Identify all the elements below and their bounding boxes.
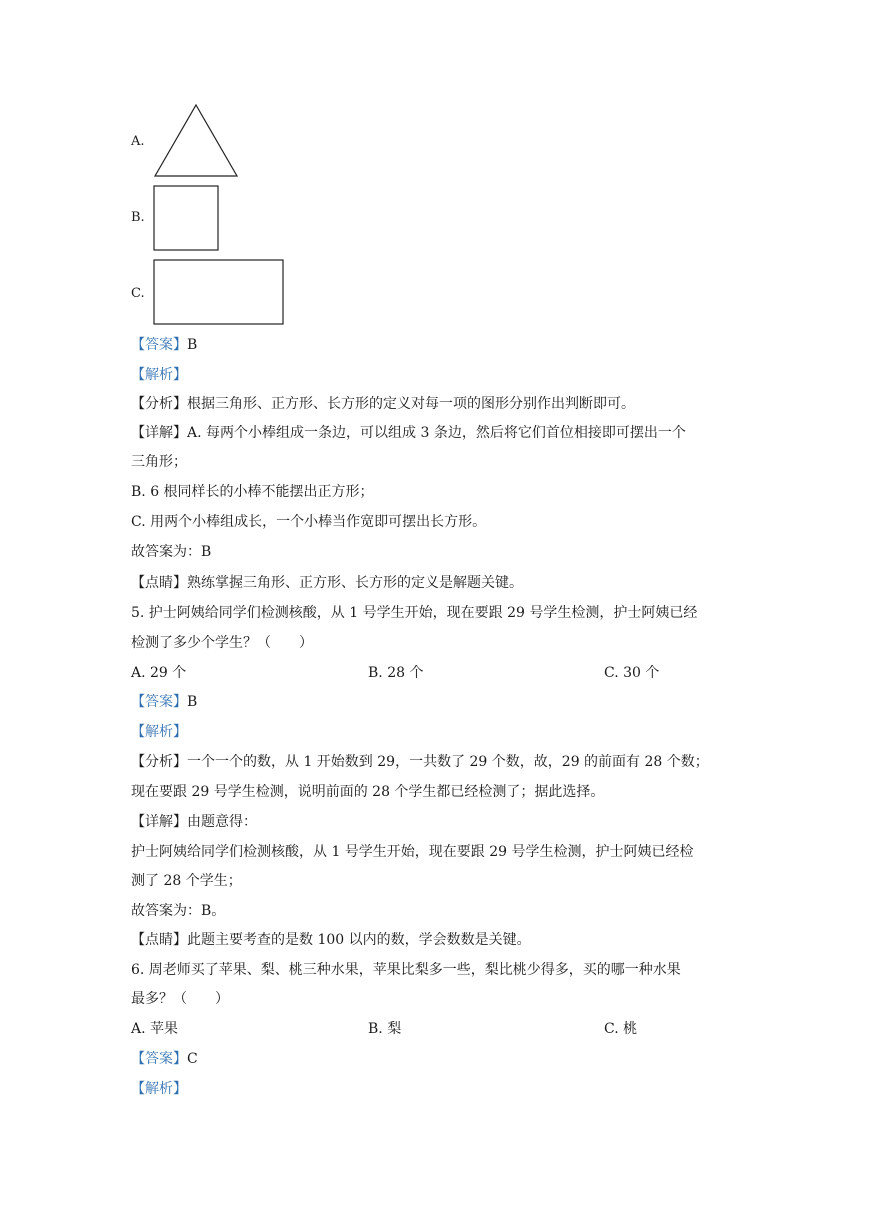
option-c-label: C. — [131, 286, 145, 301]
option-b-label: B. — [131, 210, 145, 225]
q5-answer — [131, 692, 197, 712]
answer-tag: 【答案】 — [131, 694, 187, 710]
q4-xiangjie-cont: 三角形； — [131, 454, 187, 470]
q5-conclusion: 故答案为：B。 — [131, 903, 226, 919]
dianjing-text: 熟练掌握三角形、正方形、长方形的定义是解题关键。 — [187, 575, 523, 591]
q4-xiangjie — [131, 423, 686, 443]
q5-stem-1: 5. 护士阿姨给同学们检测核酸，从 1 号学生开始，现在要跟 29 号学生检测，护士阿姨已经 — [131, 605, 698, 621]
answer-value: B — [187, 694, 198, 710]
q4-line-c: C. 用两个小棒组成长，一个小棒当作宽即可摆出长方形。 — [131, 514, 487, 530]
q6-stem-2: 最多？（ ） — [131, 991, 229, 1007]
q5-dianjing — [131, 930, 531, 950]
q6-option-a: A. 苹果 — [131, 1021, 179, 1037]
q6-answer — [131, 1049, 198, 1069]
rectangle-shape-icon — [153, 259, 285, 326]
fenxi-tag: 【分析】 — [131, 754, 187, 770]
q4-line-b: B. 6 根同样长的小棒不能摆出正方形； — [131, 484, 374, 500]
fenxi-text: 根据三角形、正方形、长方形的定义对每一项的图形分别作出判断即可。 — [187, 396, 635, 412]
dianjing-tag: 【点睛】 — [131, 932, 187, 948]
answer-tag: 【答案】 — [131, 1051, 187, 1067]
xiangjie-text: 由题意得： — [187, 814, 257, 830]
fenxi-text: 一个一个的数，从 1 开始数到 29，一共数了 29 个数，故，29 的前面有 28 个数； — [187, 754, 709, 770]
answer-tag: 【答案】 — [131, 337, 187, 353]
q5-xiangjie — [131, 812, 257, 832]
answer-value: C — [187, 1051, 198, 1067]
square-shape-icon — [153, 185, 220, 252]
xiangjie-text: A. 每两个小棒组成一条边，可以组成 3 条边，然后将它们首位相接即可摆出一个 — [187, 425, 686, 441]
q5-detail-2: 测了 28 个学生； — [131, 873, 242, 889]
q6-option-b: B. 梨 — [368, 1021, 402, 1037]
q6-option-c: C. 桃 — [604, 1021, 638, 1037]
q5-stem-2: 检测了多少个学生？（ ） — [131, 635, 313, 651]
dianjing-text: 此题主要考查的是数 100 以内的数，学会数数是关键。 — [187, 932, 531, 948]
xiangjie-tag: 【详解】 — [131, 425, 187, 441]
q4-jiexi-tag: 【解析】 — [131, 367, 187, 383]
q5-option-c: C. 30 个 — [604, 665, 660, 681]
dianjing-tag: 【点睛】 — [131, 575, 187, 591]
q5-option-a: A. 29 个 — [131, 665, 187, 681]
q6-jiexi-tag: 【解析】 — [131, 1081, 187, 1097]
fenxi-tag: 【分析】 — [131, 396, 187, 412]
q5-jiexi-tag: 【解析】 — [131, 724, 187, 740]
option-a-label: A. — [131, 134, 145, 149]
q4-dianjing — [131, 573, 523, 593]
triangle-shape-icon — [154, 104, 238, 178]
xiangjie-tag: 【详解】 — [131, 814, 187, 830]
q4-conclusion: 故答案为：B — [131, 544, 212, 560]
q6-stem-1: 6. 周老师买了苹果、梨、桃三种水果，苹果比梨多一些，梨比桃少得多，买的哪一种水果 — [131, 962, 681, 978]
q5-option-b: B. 28 个 — [368, 665, 424, 681]
q4-answer — [131, 335, 197, 355]
q4-fenxi — [131, 394, 635, 414]
q5-detail-1: 护士阿姨给同学们检测核酸，从 1 号学生开始，现在要跟 29 号学生检测，护士阿姨已经检 — [131, 844, 694, 860]
q5-fenxi-cont: 现在要跟 29 号学生检测，说明前面的 28 个学生都已经检测了；据此选择。 — [131, 784, 605, 800]
answer-value: B — [187, 337, 198, 353]
q5-fenxi — [131, 752, 709, 772]
